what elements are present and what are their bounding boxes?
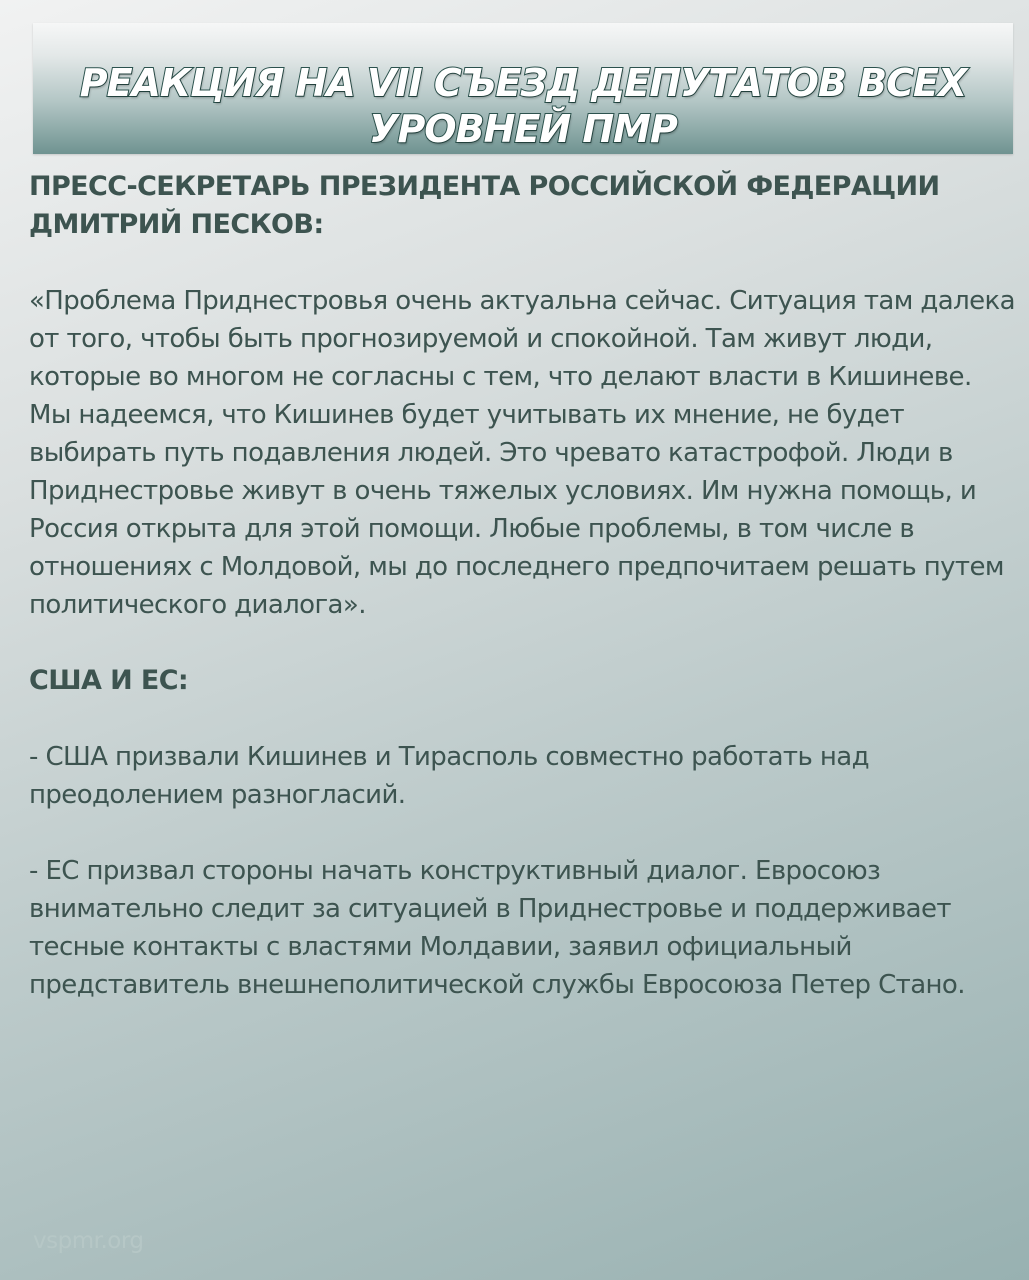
peskov-quote: «Проблема Приднестровья очень актуальна сейчас. Ситуация там далека от того, чтобы быть прогнозируемой и спокойной. Там живут люди, которые во многом не согласны с тем, что делают власти в Кишиневе. Мы надеемся, что Кишинев будет учитывать их мнение, не будет выбирать путь подавления людей. Это чревато катастрофой. Люди в Приднестровье живут в очень тяжелых условиях. Им нужна помощь, и Россия открыта для этой помощи. Любые проблемы, в том числе в отношениях с Молдовой, мы до последнего предпочитаем решать путем политического диалога».	[29, 286, 1015, 620]
usa-eu-heading: США И ЕС:	[29, 665, 189, 696]
page-title	[33, 60, 1013, 152]
spacer	[29, 700, 1019, 738]
site-watermark: vspmr.org	[33, 1228, 144, 1254]
title-banner	[33, 23, 1013, 154]
eu-statement: - ЕС призвал стороны начать конструктивный диалог. Евросоюз внимательно следит за ситуацией в Приднестровье и поддерживает тесные контакты с властями Молдавии, заявил официальный представитель внешнеполитической службы Евросоюза Петер Стано.	[29, 856, 965, 1000]
article-body	[29, 168, 1019, 1004]
usa-statement: - США призвали Кишинев и Тирасполь совместно работать над преодолением разногласий.	[29, 742, 869, 810]
peskov-heading: ПРЕСС-СЕКРЕТАРЬ ПРЕЗИДЕНТА РОССИЙСКОЙ ФЕДЕРАЦИИ ДМИТРИЙ ПЕСКОВ:	[29, 171, 940, 240]
spacer	[29, 624, 1019, 662]
spacer	[29, 244, 1019, 282]
page-title-line-1: РЕАКЦИЯ НА VII СЪЕЗД ДЕПУТАТОВ ВСЕХ	[79, 61, 967, 105]
spacer	[29, 814, 1019, 852]
page-title-line-2: УРОВНЕЙ ПМР	[369, 107, 677, 151]
